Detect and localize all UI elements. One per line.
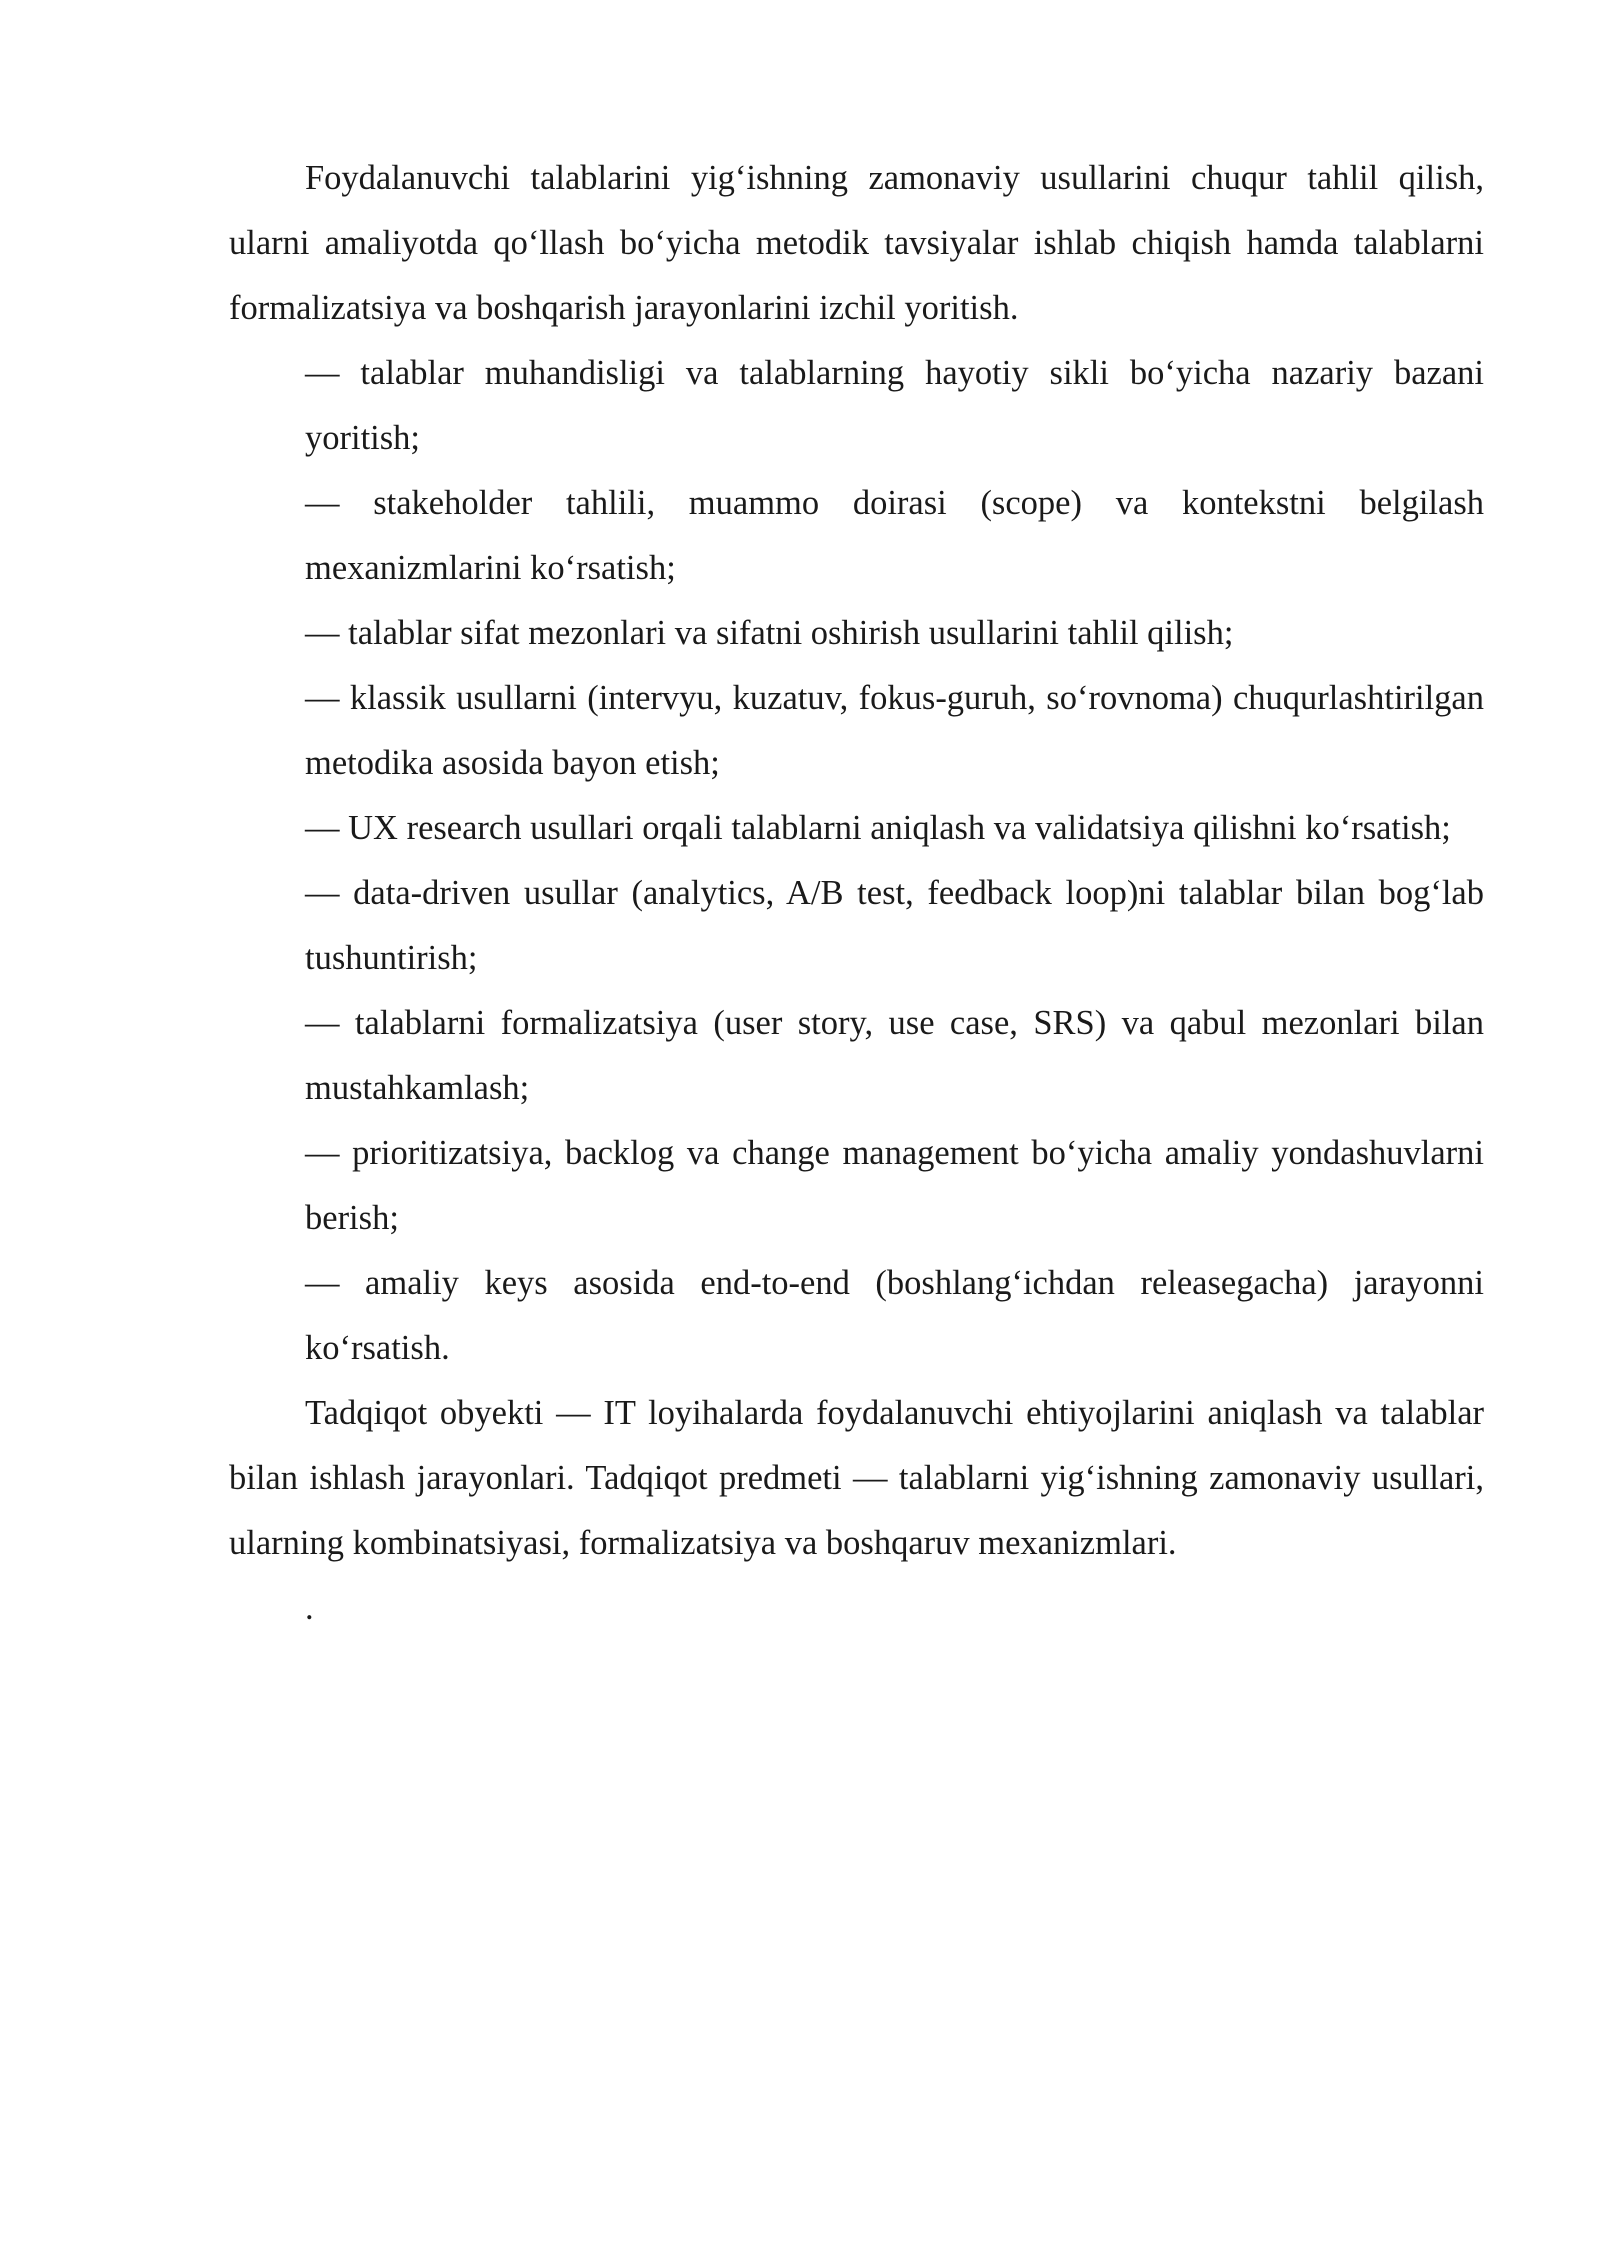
task-item-4: — klassik usullarni (intervyu, kuzatuv, fokus-guruh, so‘rovnoma) chuqurlashtirilgan metodika asosida bayon etish;	[305, 679, 1484, 782]
task-item-3: — talablar sifat mezonlari va sifatni oshirish usullarini tahlil qilish;	[305, 614, 1234, 652]
task-item-6: — data-driven usullar (analytics, A/B test, feedback loop)ni talablar bilan bog‘lab tushuntirish;	[305, 874, 1484, 977]
task-item-8: — prioritizatsiya, backlog va change management bo‘yicha amaliy yondashuvlarni berish;	[305, 1134, 1484, 1237]
task-item-7: — talablarni formalizatsiya (user story, use case, SRS) va qabul mezonlari bilan mustahkamlash;	[305, 1004, 1484, 1107]
task-item-1: — talablar muhandisligi va talablarning hayotiy sikli bo‘yicha nazariy bazani yoritish;	[305, 354, 1484, 457]
trailing-dot: .	[305, 1589, 314, 1627]
task-item-2: — stakeholder tahlili, muammo doirasi (scope) va kontekstni belgilash mexanizmlarini ko‘rsatish;	[305, 484, 1484, 587]
intro-paragraph: Foydalanuvchi talablarini yig‘ishning zamonaviy usullarini chuqur tahlil qilish, ularni amaliyotda qo‘llash bo‘yicha metodik tavsiyalar ishlab chiqish hamda talablarni formalizatsiya va boshqarish jarayonlarini izchil yoritish.	[229, 159, 1484, 327]
research-object-paragraph: Tadqiqot obyekti — IT loyihalarda foydalanuvchi ehtiyojlarini aniqlash va talablar bilan ishlash jarayonlari. Tadqiqot predmeti — talablarni yig‘ishning zamonaviy usullari, ularning kombinatsiyasi, formalizatsiya va boshqaruv mexanizmlari.	[229, 1394, 1484, 1562]
task-item-9: — amaliy keys asosida end-to-end (boshlang‘ichdan releasegacha) jarayonni ko‘rsatish.	[305, 1264, 1484, 1367]
task-item-5: — UX research usullari orqali talablarni aniqlash va validatsiya qilishni ko‘rsatish;	[305, 809, 1451, 847]
document-body	[229, 146, 1484, 1641]
